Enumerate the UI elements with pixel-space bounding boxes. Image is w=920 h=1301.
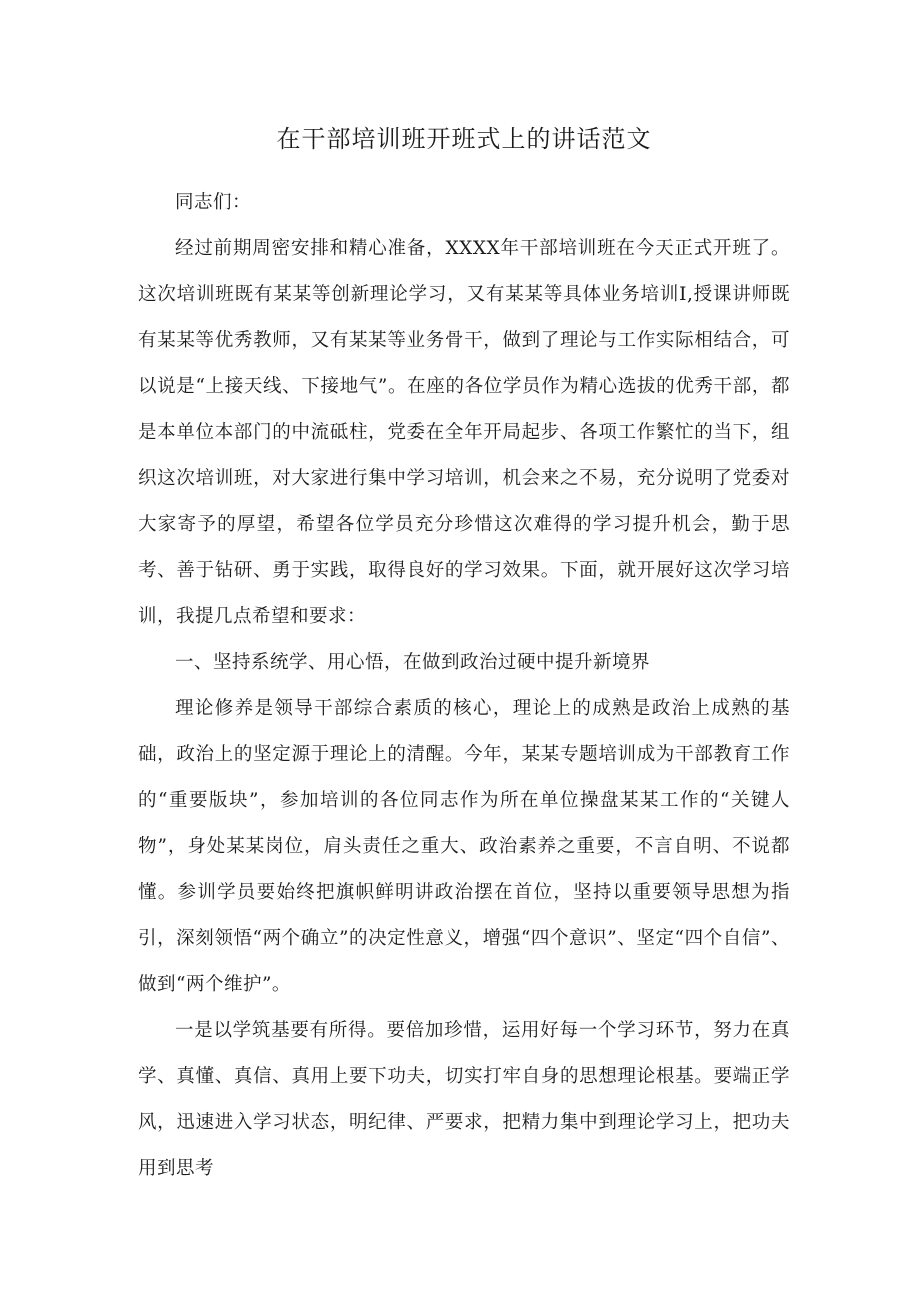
document-title: 在干部培训班开班式上的讲话范文 <box>276 125 652 153</box>
section-heading-1: 一、坚持系统学、用心悟，在做到政治过硬中提升新境界 <box>175 652 651 673</box>
paragraph-theory: 理论修养是领导干部综合素质的核心，理论上的成熟是政治上成熟的基础，政治上的坚定源于理论上的清醒。今年，某某专题培训成为干部教育工作的“重要版块”，参加培训的各位同志作为所在单位操盘某某工作的“关键人物”，身处某某岗位，肩头责任之重大、政治素养之重要，不言自明、不说都懂。参训学员要始终把旗帜鲜明讲政治摆在首位，坚持以重要领导思想为指引，深刻领悟“两个确立”的决定性意义，增强“四个意识”、坚定“四个自信”、做到“两个维护”。 <box>138 698 790 995</box>
paragraph-intro: 经过前期周密安排和精心准备，XXXX年干部培训班在今天正式开班了。这次培训班既有某某等创新理论学习，又有某某等具体业务培训I,授课讲师既有某某等优秀教师，又有某某等业务骨干，做到了理论与工作实际相结合，可以说是“上接天线、下接地气”。在座的各位学员作为精心选拔的优秀干部，都是本单位本部门的中流砥柱，党委在全年开局起步、各项工作繁忙的当下，组织这次培训班，对大家进行集中学习培训，机会来之不易，充分说明了党委对大家寄予的厚望，希望各位学员充分珍惜这次难得的学习提升机会，勤于思考、善于钻研、勇于实践，取得良好的学习效果。下面，就开展好这次学习培训，我提几点希望和要求： <box>138 238 790 627</box>
salutation: 同志们： <box>175 192 252 213</box>
paragraph-point-one: 一是以学筑基要有所得。要倍加珍惜，运用好每一个学习环节，努力在真学、真懂、真信、真用上要下功夫，切实打牢自身的思想理论根基。要端正学风，迅速进入学习状态，明纪律、严要求，把精力集中到理论学习上，把功夫用到思考 <box>138 1020 790 1179</box>
